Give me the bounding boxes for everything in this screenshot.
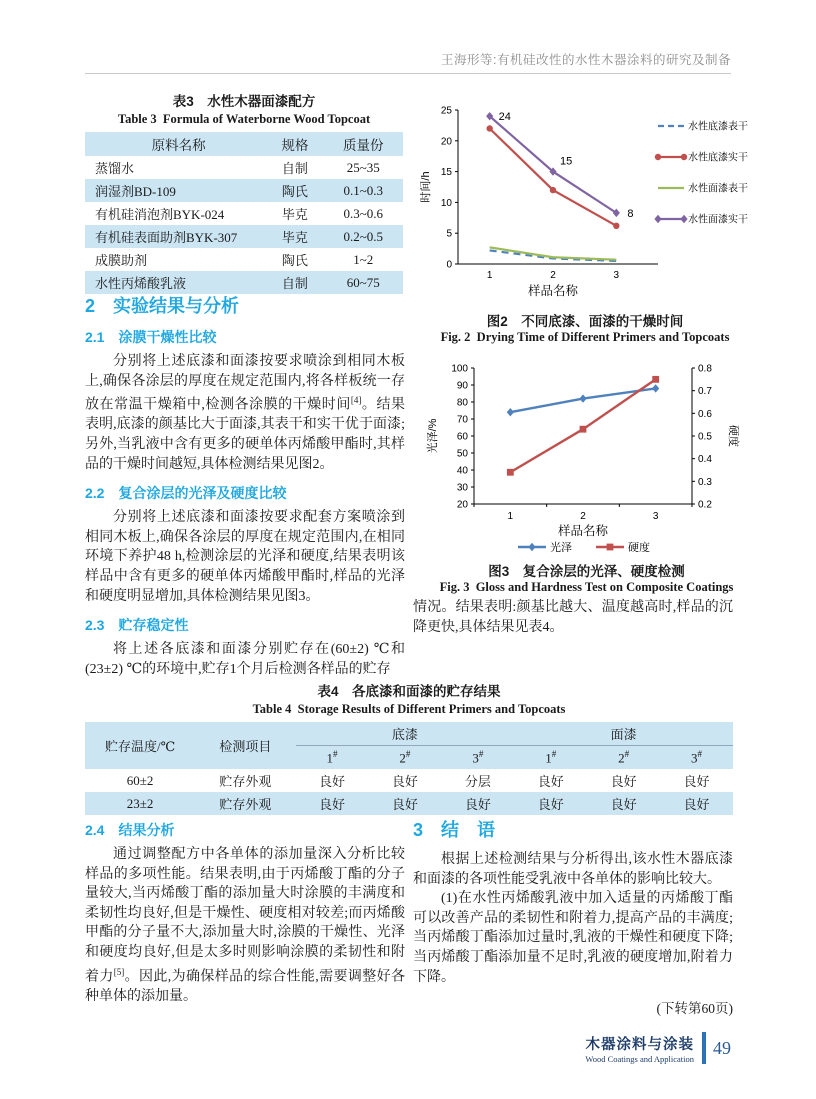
chart-text: 0.8 bbox=[698, 363, 712, 375]
chart-text: 时间/h bbox=[420, 171, 432, 203]
table-cell: 1~2 bbox=[353, 251, 374, 267]
figure3-caption-en: Fig. 3 Gloss and Hardness Test on Composite Coatings bbox=[439, 580, 734, 594]
chart-text: 100 bbox=[451, 363, 468, 375]
table-cell: 良好 bbox=[441, 792, 514, 815]
table3-caption-en: Table 3 Formula of Waterborne Wood Topcoat bbox=[117, 112, 371, 126]
table-cell: 陶氏 bbox=[281, 253, 308, 268]
table-row bbox=[85, 225, 403, 248]
chart-text: 2 bbox=[550, 270, 556, 281]
table-cell: 良好 bbox=[296, 792, 369, 815]
table-cell: 23±2 bbox=[85, 792, 195, 815]
right-column-continuation bbox=[413, 598, 733, 637]
header-rule bbox=[85, 73, 731, 74]
chart-text: 0.5 bbox=[698, 431, 712, 443]
chart-text: 水性面漆实干 bbox=[688, 214, 748, 226]
table3-caption-zh: 表3 水性木器面漆配方 bbox=[172, 94, 316, 109]
table4-caption-en: Table 4 Storage Results of Different Primers and Topcoats bbox=[252, 702, 566, 716]
table-cell: 陶氏 bbox=[266, 179, 323, 202]
table4 bbox=[85, 722, 733, 815]
table-cell: 良好 bbox=[391, 774, 418, 789]
ref-5: [5] bbox=[113, 966, 125, 977]
chart-text: 0.2 bbox=[698, 499, 712, 511]
table4-col-temperature: 贮存温度/℃ bbox=[85, 722, 195, 769]
paragraph-2-3-continued: 情况。结果表明:颜基比越大、温度越高时,样品的沉降更快,具体结果见表4。 bbox=[413, 600, 733, 635]
table-cell: 贮存外观 bbox=[195, 792, 295, 815]
chart-text: 2 bbox=[580, 511, 586, 522]
table4-sample-3: 3# bbox=[441, 746, 514, 770]
table-cell: 良好 bbox=[610, 774, 637, 789]
table-cell: 0.3~0.6 bbox=[343, 205, 384, 221]
table4-sample-6: 3# bbox=[660, 746, 733, 770]
chart-text: 水性面漆表干 bbox=[688, 183, 748, 195]
chart-text: 10 bbox=[440, 197, 452, 209]
chart-text: 0 bbox=[446, 259, 452, 271]
table-cell: 毕克 bbox=[281, 207, 308, 222]
section-2-4-heading: 2.4 结果分析 bbox=[85, 822, 175, 838]
paragraph-2-4 bbox=[85, 845, 405, 1006]
table4-group-primer: 底漆 bbox=[296, 722, 515, 746]
chart-text: 15 bbox=[560, 155, 573, 168]
chart-text: 样品名称 bbox=[527, 284, 579, 298]
chart-text: 3 bbox=[613, 270, 620, 281]
table4-block bbox=[85, 680, 733, 815]
chart-text: 样品名称 bbox=[557, 524, 609, 538]
paragraph-2-4-text: 通过调整配方中各单体的添加量深入分析比较样品的多项性能。结果表明,由于丙烯酸丁酯的分子量较大,当丙烯酸丁酯的添加量大时涂膜的丰满度和柔韧性均良好,但是干燥性、硬度相对较差;而丙烯酸甲酯的分子量不大,添加量大时,涂膜的干燥性、光泽和硬度均良好,但是太多时则影响涂膜的柔韧性和附着力 bbox=[85, 847, 405, 985]
table-cell: 60±2 bbox=[126, 772, 154, 788]
table-cell: 自制 bbox=[281, 161, 308, 176]
table-row bbox=[85, 769, 733, 792]
chart-text: 80 bbox=[456, 397, 468, 409]
chart-text: 光泽/% bbox=[427, 418, 439, 454]
ref-4: [4] bbox=[350, 395, 362, 406]
table-row bbox=[85, 202, 403, 225]
chart-text: 5 bbox=[446, 228, 452, 240]
section-2-heading: 2 实验结果与分析 bbox=[85, 296, 240, 316]
page-footer bbox=[585, 1032, 731, 1064]
table-cell: 良好 bbox=[537, 774, 564, 789]
section-2-1-heading: 2.1 涂膜干燥性比较 bbox=[85, 329, 217, 345]
chart-text: 0.7 bbox=[698, 386, 712, 398]
paragraph-2-2: 分别将上述底漆和面漆按要求配套方案喷涂到相同木板上,确保各涂层的厚度在规定范围内,在相同环境下养护48 h,检测涂层的光泽和硬度,结果表明该样品中含有更多的硬单体丙烯酸甲酯时,样品的光泽和硬度明显增加,具体检测结果见图3。 bbox=[85, 510, 405, 604]
table3-header-row bbox=[85, 132, 403, 156]
table-cell: 良好 bbox=[683, 774, 710, 789]
journal-name-en: Wood Coatings and Application bbox=[585, 1053, 694, 1064]
running-head: 王海形等:有机硅改性的水性木器涂料的研究及制备 bbox=[441, 53, 731, 67]
table4-header-row-1 bbox=[85, 722, 733, 746]
chart-text: 25 bbox=[440, 105, 452, 117]
right-column-2 bbox=[413, 816, 733, 1017]
table3-col-mass: 质量份 bbox=[323, 132, 403, 156]
table-cell: 分层 bbox=[464, 774, 491, 789]
chart-text: 24 bbox=[498, 111, 511, 124]
chart-text: 50 bbox=[456, 448, 468, 460]
table3 bbox=[85, 132, 403, 294]
chart-text: 1 bbox=[486, 270, 493, 281]
figure3-caption-zh: 图3 复合涂层的光泽、硬度检测 bbox=[488, 564, 685, 579]
footer-divider-bar bbox=[702, 1032, 706, 1064]
chart-text: 40 bbox=[456, 465, 468, 477]
table4-sample-4: 1# bbox=[514, 746, 587, 770]
paragraph-2-3: 将上述各底漆和面漆分别贮存在(60±2) ℃和(23±2) ℃的环境中,贮存1个月后检测各样品的贮存 bbox=[85, 642, 405, 677]
table-row bbox=[85, 271, 403, 294]
table-cell: 0.1~0.3 bbox=[323, 179, 403, 202]
chart-text: 0.3 bbox=[698, 476, 712, 488]
table4-sample-2: 2# bbox=[368, 746, 441, 770]
table-cell: 良好 bbox=[660, 792, 733, 815]
paragraph-3-1: 根据上述检测结果与分析得出,该水性木器底漆和面漆的各项性能受乳液中各单体的影响比较大。 bbox=[413, 852, 733, 887]
paragraph-2-1 bbox=[85, 352, 405, 474]
table-cell: 良好 bbox=[514, 792, 587, 815]
left-column-1 bbox=[85, 292, 405, 679]
continued-on-page-note: (下转第60页) bbox=[656, 1001, 733, 1017]
chart-text: 60 bbox=[456, 431, 468, 443]
table-cell: 25~35 bbox=[346, 159, 380, 175]
figure3-chart bbox=[424, 356, 749, 552]
chart-text: 20 bbox=[456, 499, 468, 511]
table-row bbox=[85, 248, 403, 271]
table-cell: 良好 bbox=[587, 792, 660, 815]
chart-text: 硬度 bbox=[727, 425, 739, 447]
figure2-block bbox=[418, 96, 752, 345]
section-2-2-heading: 2.2 复合涂层的光泽及硬度比较 bbox=[85, 485, 287, 502]
table-cell: 自制 bbox=[266, 271, 323, 294]
table-cell: 有机硅表面助剂BYK-307 bbox=[85, 225, 266, 248]
chart-text: 0.6 bbox=[698, 408, 712, 420]
table-cell: 水性丙烯酸乳液 bbox=[85, 271, 266, 294]
table4-col-item: 检测项目 bbox=[195, 722, 295, 769]
table-cell: 蒸馏水 bbox=[95, 161, 135, 176]
figure3-block bbox=[424, 356, 749, 595]
table3-col-spec: 规格 bbox=[266, 132, 323, 156]
paragraph-2-4-text-cont: 。因此,为确保样品的综合性能,需要调整好各种单体的添加量。 bbox=[85, 969, 406, 1004]
table3-col-material: 原料名称 bbox=[85, 132, 266, 156]
table-cell: 有机硅消泡剂BYK-024 bbox=[95, 207, 225, 222]
table4-sample-5: 2# bbox=[587, 746, 660, 770]
chart-text: 8 bbox=[627, 207, 634, 220]
table-cell: 60~75 bbox=[323, 271, 403, 294]
table-cell: 良好 bbox=[319, 774, 346, 789]
section-3-heading: 3 结 语 bbox=[413, 820, 496, 840]
paragraph-2-1-text-cont: 。结果表明,底漆的颜基比大于面漆,其表干和实干优于面漆;另外,当乳液中含有更多的硬单体丙烯酸甲酯时,其样品的干燥时间越短,具体检测结果见图2。 bbox=[85, 397, 406, 472]
table-row bbox=[85, 179, 403, 202]
table-row bbox=[85, 156, 403, 179]
chart-text: 1 bbox=[507, 511, 514, 522]
table4-group-topcoat: 面漆 bbox=[514, 722, 733, 746]
paragraph-3-2: (1)在水性丙烯酸乳液中加入适量的丙烯酸丁酯可以改善产品的柔韧性和附着力,提高产品的丰满度;当丙烯酸丁酯添加过量时,乳液的干燥性和硬度下降;当丙烯酸丁酯添加量不足时,乳液的硬度增加,附着力下降。 bbox=[413, 891, 733, 985]
section-2-3-heading: 2.3 贮存稳定性 bbox=[85, 617, 189, 634]
chart-text: 水性底漆实干 bbox=[688, 152, 748, 164]
table4-caption-zh: 表4 各底漆和面漆的贮存结果 bbox=[317, 684, 501, 699]
chart-text: 0.4 bbox=[698, 454, 712, 466]
chart-text: 硬度 bbox=[628, 541, 650, 552]
table4-sample-1: 1# bbox=[296, 746, 369, 770]
journal-name-zh: 木器涂料与涂装 bbox=[585, 1036, 694, 1053]
chart-text: 15 bbox=[440, 167, 452, 179]
chart-text: 90 bbox=[456, 380, 468, 392]
chart-text: 3 bbox=[652, 511, 659, 522]
table-cell: 良好 bbox=[368, 792, 441, 815]
table-cell: 0.2~0.5 bbox=[323, 225, 403, 248]
left-column-2 bbox=[85, 820, 405, 1006]
table-row bbox=[85, 792, 733, 815]
chart-text: 20 bbox=[440, 136, 452, 148]
chart-text: 30 bbox=[456, 482, 468, 494]
page-number: 49 bbox=[713, 1037, 731, 1058]
paragraph-2-1-text: 分别将上述底漆和面漆按要求喷涂到相同木板上,确保各涂层的厚度在规定范围内,将各样板统一存放在常温干燥箱中,检测各涂膜的干燥时间 bbox=[85, 354, 405, 413]
table-cell: 润湿剂BD-109 bbox=[85, 179, 266, 202]
chart-text: 水性底漆表干 bbox=[688, 121, 748, 133]
table-cell: 成膜助剂 bbox=[95, 253, 148, 268]
figure2-caption-zh: 图2 不同底漆、面漆的干燥时间 bbox=[486, 314, 684, 329]
figure2-chart bbox=[418, 96, 752, 302]
chart-text: 70 bbox=[456, 414, 468, 426]
table-cell: 毕克 bbox=[266, 225, 323, 248]
figure2-caption-en: Fig. 2 Drying Time of Different Primers and Topcoats bbox=[440, 330, 730, 344]
table3-block bbox=[85, 90, 403, 294]
chart-text: 光泽 bbox=[550, 541, 572, 552]
journal-name-block bbox=[585, 1033, 694, 1064]
table-cell: 贮存外观 bbox=[219, 774, 272, 789]
